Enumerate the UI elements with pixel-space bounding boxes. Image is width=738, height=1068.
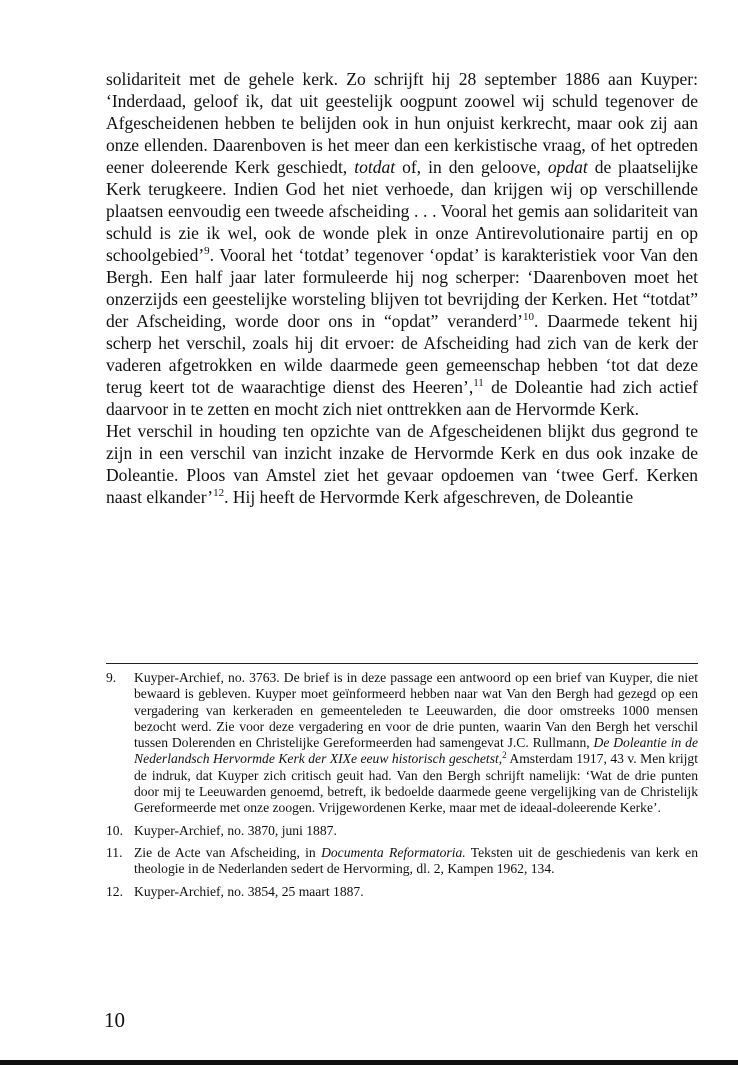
text-segment: de plaatselijke Kerk terugkeere. Indien God het niet verhoede, dan krijgen wij op verschillende plaatsen eenvoudig een tweede afscheiding . . . Vooral het gemis aan solidariteit van schuld is zie ik wel, ook de wonde plek in onze Antirevolutionaire partij en op schoolgebied’ [106,157,698,265]
footnote-text [134,670,698,817]
book-title: De Doleantie in de Nederlandsch Hervormde Kerk der XIXe eeuw historisch geschetst, [134,735,698,767]
footnote-ref-11[interactable]: 11 [473,377,484,389]
text-segment: of, in den geloove, [395,157,548,177]
text-segment: . Daarmede tekent hij scherp het verschil, zoals hij dit ervoer: de Afscheiding had zich van de kerk der vaderen afgetrokken en wilde daarmede geen gemeenschap hebben ‘tot dat deze terug keert tot de waarachtige dienst des Heeren’, [106,311,698,397]
paragraph-1 [106,68,698,420]
text-segment: Het verschil in houding ten opzichte van de Afgescheidenen blijkt dus gegrond te zijn in een verschil van inzicht inzake de Hervormde Kerk en dus ook inzake de Doleantie. Ploos van Amstel ziet het gevaar opdoemen van ‘twee Gerf. Kerken naast elkander’ [106,421,698,507]
footnote-divider [106,663,698,664]
text-segment: Zie de Acte van Afscheiding, in [134,844,322,860]
footnote-text: Kuyper-Archief, no. 3854, 25 maart 1887. [134,883,364,899]
edition-superscript: 2 [502,750,507,761]
text-segment: . Hij heeft de Hervormde Kerk afgeschreven, de Doleantie [224,487,634,507]
text-segment: Teksten uit de geschiedenis van kerk en theologie in de Nederlanden sedert de Hervorming, dl. 2, Kampen 1962, 134. [134,844,699,877]
text-segment: solidariteit met de gehele kerk. Zo schrijft hij 28 september 1886 aan Kuyper: ‘Inderdaad, geloof ik, dat uit geestelijk oogpunt zoowel wij schuld tegenover de Afgescheidenen hebben te belijden ook in hun onjuist kerkrecht, maar ook zij aan onze ellenden. Daarenboven is het meer dan een kerkistische vraag, of het optreden eener doleerende Kerk geschiedt, [106,69,698,177]
italic-word: opdat [547,157,588,177]
footnote-ref-9[interactable]: 9 [204,245,210,257]
footnote-number: 10. [106,822,123,838]
footnote-ref-10[interactable]: 10 [523,311,534,323]
book-title: Documenta Reformatoria. [321,844,466,860]
footnote-text [134,845,698,878]
italic-word: totdat [354,157,396,177]
main-text [106,68,698,508]
footnote-number: 12. [106,883,123,899]
footnote-number: 9. [106,670,117,685]
footnote-text: Kuyper-Archief, no. 3870, juni 1887. [134,822,337,838]
page-number: 10 [104,1008,125,1032]
text-segment: Kuyper-Archief, no. 3763. De brief is in deze passage een antwoord op een brief van Kuyper, die niet bewaard is gebleven. Kuyper moet geïnformeerd hebben naar wat Van den Bergh had gezegd op een vergadering van kerkeraden en gemeenteleden te Leeuwarden, die door omstreeks 1000 mensen bezocht werd. Zie voor deze vergadering en voor de drie punten, waarin Van den Bergh het verschil tussen Dolerenden en Christelijke Gereformeerden had samengevat J.C. Rullmann, [134,670,698,751]
paragraph-2 [106,420,698,508]
footnote-11 [106,845,698,878]
footnotes [106,670,698,906]
bottom-rule [0,1060,738,1065]
footnote-number: 11. [106,844,123,860]
footnote-ref-12[interactable]: 12 [213,487,225,499]
footnote-9 [106,670,698,817]
text-segment: . Vooral het ‘totdat’ tegenover ‘opdat’ is karakteristiek voor Van den Bergh. Een half jaar later formuleerde hij nog scherper: ‘Daarenboven moet het onzerzijds een geestelijke worsteling blijven tot bevrijding der Kerken. Het “totdat” der Afscheiding, worde door ons in “opdat” veranderd’ [106,245,698,331]
text-segment: Amsterdam 1917, 43 v. Men krijgt de indruk, dat Kuyper zich critisch geuit had. Van den Bergh schrijft namelijk: ‘Wat de drie punten door mij te Leeuwarden genoemd, betreft, ik bedoelde daarmede geene vergelijking van de Christelijk Gereformeerde met onze zoogen. Vrijgewordenen Kerke, maar met de ideaal-doleerende Kerke’. [134,751,698,816]
footnote-10 [106,823,698,839]
footnote-12 [106,884,698,900]
text-segment: de Doleantie had zich actief daarvoor in te zetten en mocht zich niet onttrekken aan de Hervormde Kerk. [106,377,698,419]
